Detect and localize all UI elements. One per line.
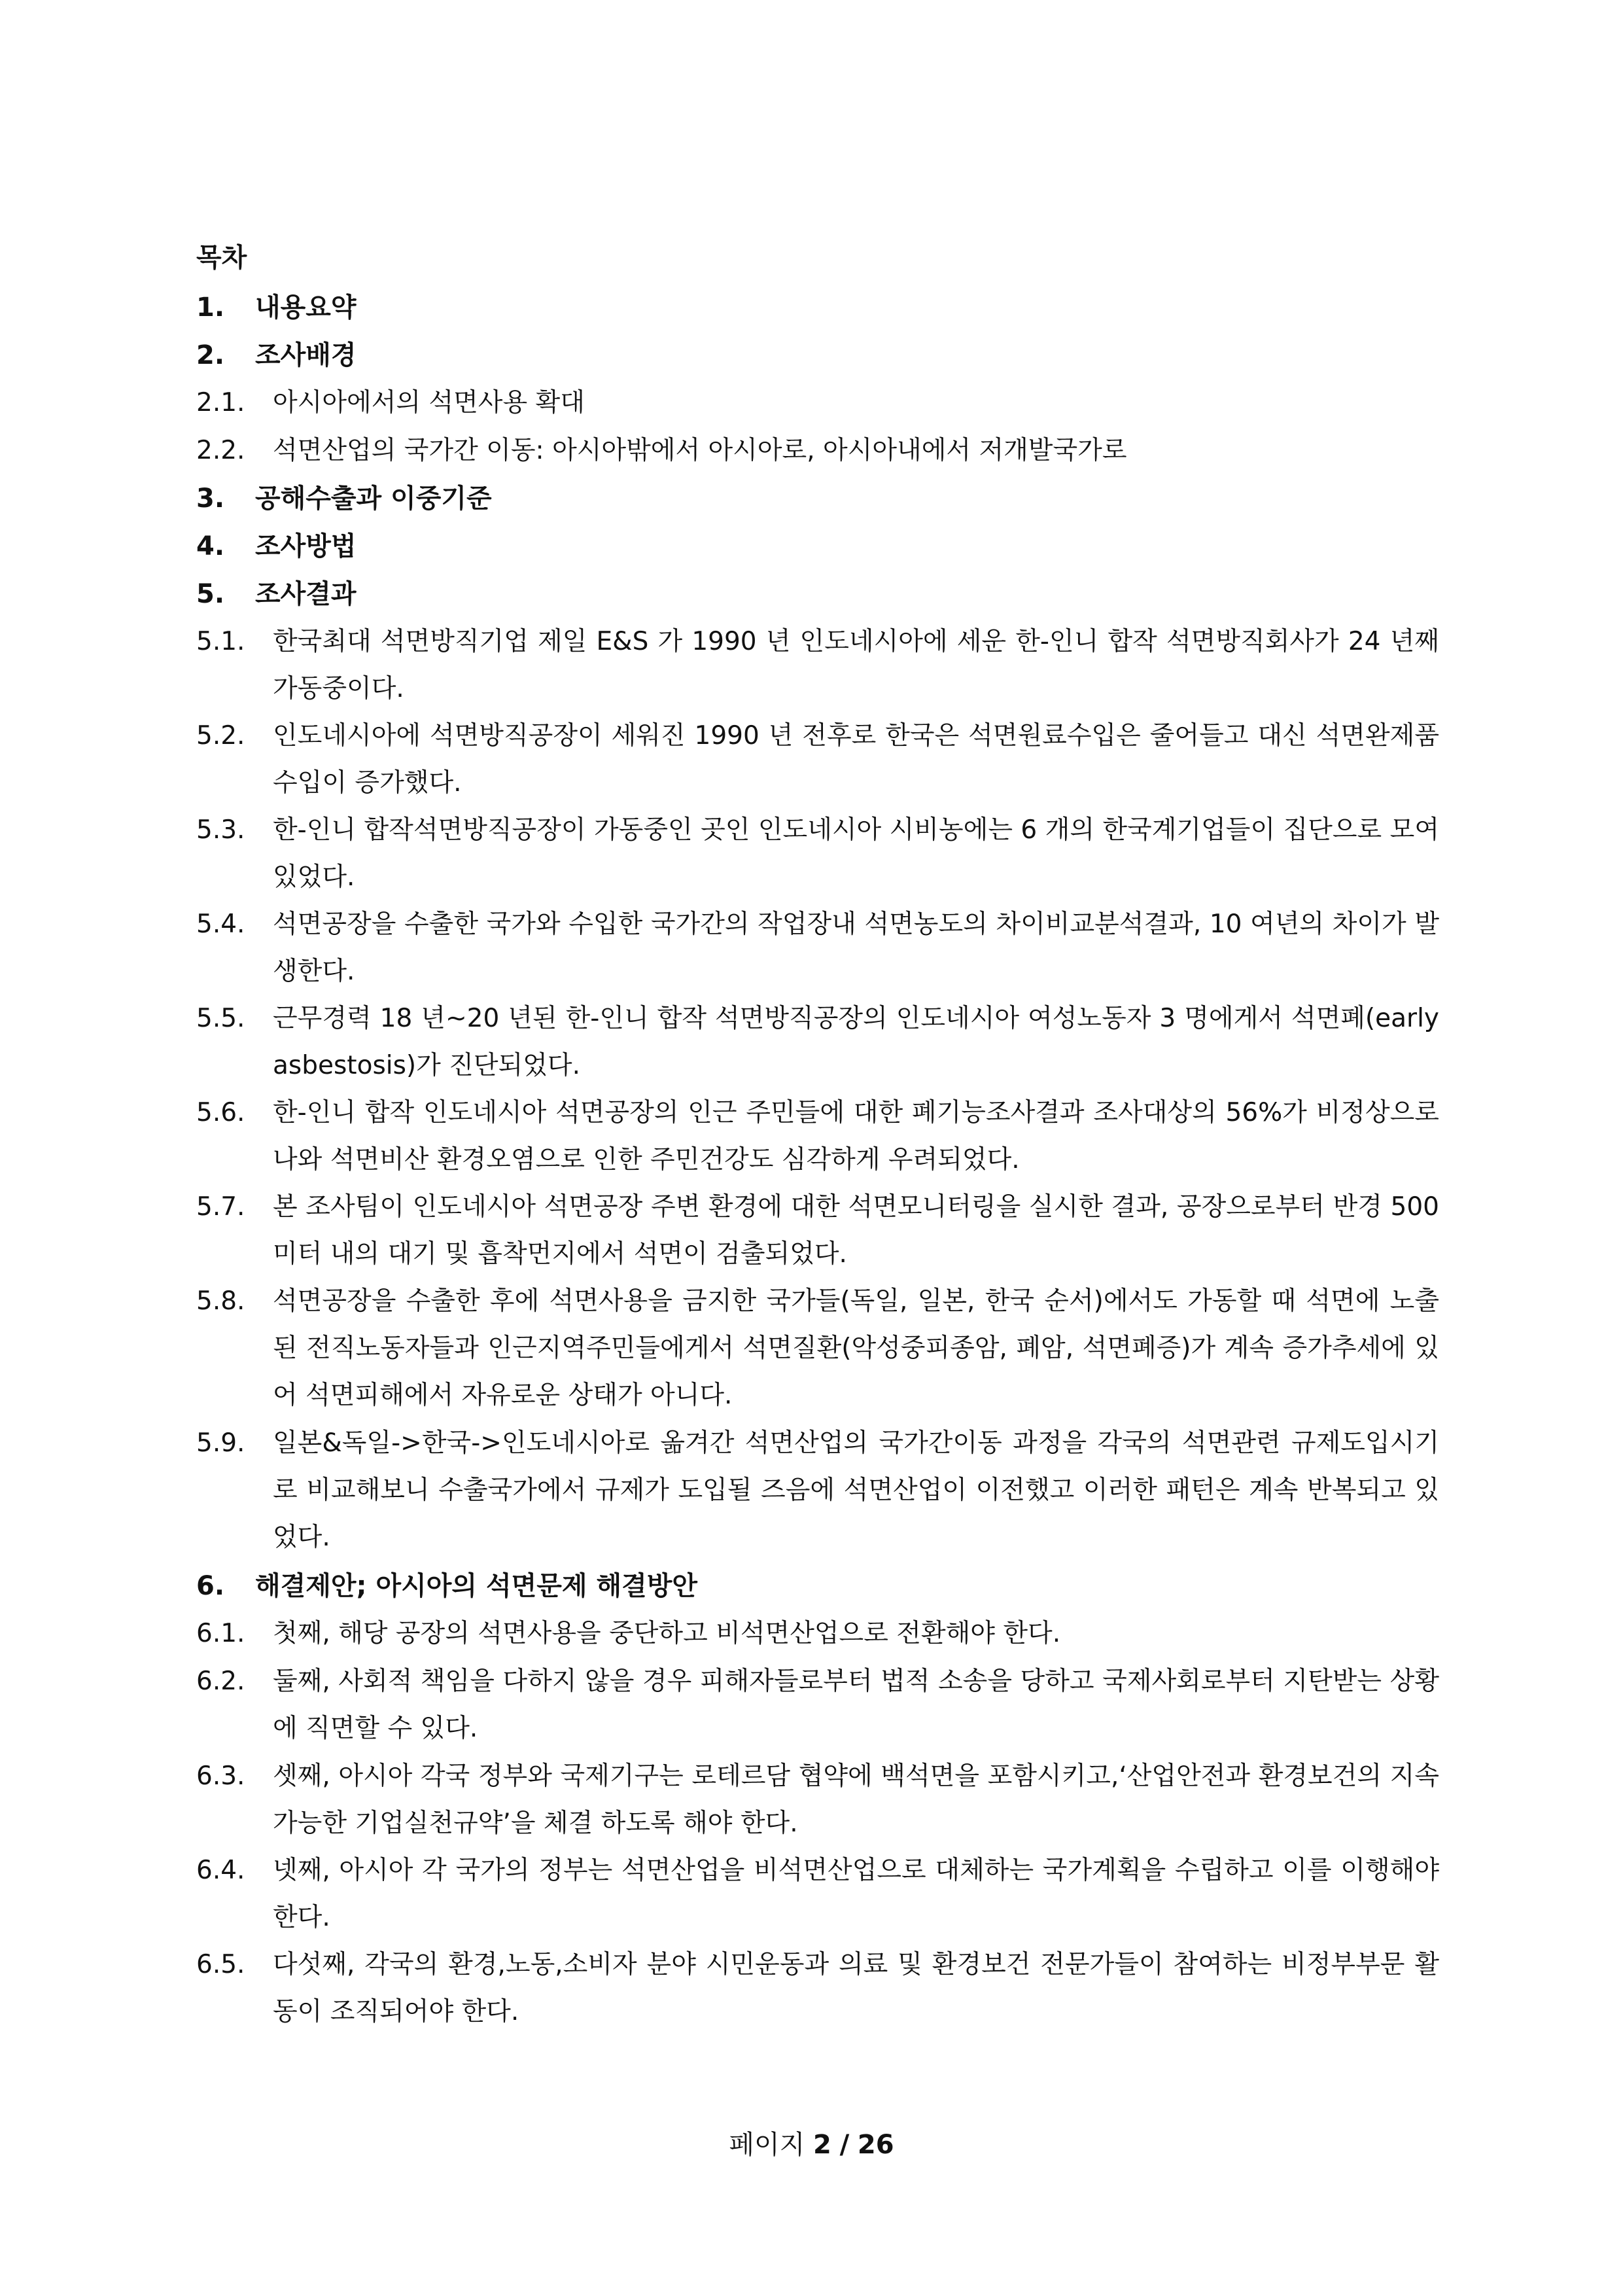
toc-entry-text: 셋째, 아시아 각국 정부와 국제기구는 로테르담 협약에 백석면을 포함시키고,‘산업안전과 환경보건의 지속가능한 기업실천규약’을 체결 하도록 해야 한다. [273, 1761, 1439, 1838]
toc-entry-number: 6.2. [196, 1667, 245, 1696]
toc-entry-text: 해결제안; 아시아의 석면문제 해결방안 [255, 1571, 698, 1601]
toc-entry-2-1 [196, 380, 1439, 427]
toc-entry-5-3 [196, 807, 1439, 901]
toc-entry-number: 5.6. [196, 1098, 245, 1127]
toc-entry-6-2 [196, 1658, 1439, 1752]
toc-entry-text: 첫째, 해당 공장의 석면사용을 중단하고 비석면산업으로 전환해야 한다. [273, 1619, 1061, 1648]
toc-entry-number: 4. [196, 531, 225, 561]
toc-entry-text: 조사배경 [255, 340, 357, 370]
toc-entry-number: 5.8. [196, 1286, 245, 1316]
toc-entry-text: 근무경력 18 년~20 년된 한-인니 합작 석면방직공장의 인도네시아 여성노동자 3 명에게서 석면폐(early asbestosis)가 진단되었다. [273, 1004, 1439, 1080]
toc-entry-text: 본 조사팀이 인도네시아 석면공장 주변 환경에 대한 석면모니터링을 실시한 결과, 공장으로부터 반경 500미터 내의 대기 및 흡착먼지에서 석면이 검출되었다. [273, 1192, 1439, 1269]
toc-entry-5-7 [196, 1184, 1439, 1278]
toc-entry-6-4 [196, 1847, 1439, 1941]
page-separator: / [839, 2130, 850, 2160]
toc-entry-6 [196, 1563, 1439, 1610]
toc-entry-text: 다섯째, 각국의 환경,노동,소비자 분야 시민운동과 의료 및 환경보건 전문가들이 참여하는 비정부부문 활동이 조직되어야 한다. [273, 1950, 1439, 2026]
toc-entry-1 [196, 284, 1439, 331]
toc-entry-5 [196, 571, 1439, 618]
toc-entry-number: 5.4. [196, 910, 245, 939]
toc-entry-number: 5. [196, 579, 225, 609]
toc-entry-text: 한-인니 합작석면방직공장이 가동중인 곳인 인도네시아 시비농에는 6 개의 한국계기업들이 집단으로 모여있었다. [273, 815, 1439, 892]
toc-entry-5-5 [196, 995, 1439, 1089]
toc-entry-5-2 [196, 713, 1439, 807]
toc-entry-text: 한국최대 석면방직기업 제일 E&S 가 1990 년 인도네시아에 세운 한-인니 합작 석면방직회사가 24 년째 가동중이다. [273, 627, 1439, 703]
toc-entry-number: 5.9. [196, 1428, 245, 1458]
toc-entry-6-3 [196, 1753, 1439, 1847]
toc-entry-5-9 [196, 1420, 1439, 1561]
toc-entry-text: 공해수출과 이중기준 [255, 484, 492, 514]
toc-entry-6-1 [196, 1610, 1439, 1657]
toc-entry-number: 6.1. [196, 1619, 245, 1648]
toc-entry-text: 넷째, 아시아 각 국가의 정부는 석면산업을 비석면산업으로 대체하는 국가계획을 수립하고 이를 이행해야 한다. [273, 1856, 1439, 1932]
toc-entry-number: 2. [196, 340, 225, 370]
toc-entry-number: 6. [196, 1571, 225, 1601]
toc-entry-text: 조사결과 [255, 579, 357, 609]
toc-entry-text: 석면산업의 국가간 이동: 아시아밖에서 아시아로, 아시아내에서 저개발국가로 [273, 436, 1127, 465]
toc-entry-4 [196, 523, 1439, 570]
toc-entry-3 [196, 475, 1439, 522]
page-total: 26 [857, 2130, 894, 2160]
toc-entry-5-8 [196, 1278, 1439, 1419]
toc-entry-text: 일본&독일->한국->인도네시아로 옮겨간 석면산업의 국가간이동 과정을 각국의 석면관련 규제도입시기로 비교해보니 수출국가에서 규제가 도입될 즈음에 석면산업이 이전했고 이러한 패턴은 계속 반복되고 있었다. [273, 1428, 1439, 1552]
toc-entry-5-6 [196, 1089, 1439, 1184]
toc-entry-number: 5.2. [196, 721, 245, 751]
toc-entry-text: 둘째, 사회적 책임을 다하지 않을 경우 피해자들로부터 법적 소송을 당하고 국제사회로부터 지탄받는 상황에 직면할 수 있다. [273, 1667, 1439, 1743]
toc-entry-5-1 [196, 618, 1439, 713]
toc-entry-number: 3. [196, 484, 225, 514]
toc-entry-text: 내용요약 [255, 292, 357, 323]
toc-entry-6-5 [196, 1941, 1439, 2036]
toc-entry-2-2 [196, 427, 1439, 474]
toc-title: 목차 [196, 243, 247, 273]
toc-entry-number: 5.7. [196, 1192, 245, 1222]
toc-entry-text: 석면공장을 수출한 국가와 수입한 국가간의 작업장내 석면농도의 차이비교분석결과, 10 여년의 차이가 발생한다. [273, 910, 1439, 986]
toc-entry-number: 5.1. [196, 627, 245, 656]
toc-entry-text: 아시아에서의 석면사용 확대 [273, 388, 585, 417]
toc-entry-number: 1. [196, 292, 225, 323]
toc-entry-5-4 [196, 901, 1439, 995]
page-label: 페이지 [729, 2130, 805, 2160]
toc-entry-number: 5.3. [196, 815, 245, 845]
page-current: 2 [813, 2130, 831, 2160]
toc-entry-number: 6.3. [196, 1761, 245, 1791]
toc-entry-2 [196, 332, 1439, 379]
toc-entry-text: 석면공장을 수출한 후에 석면사용을 금지한 국가들(독일, 일본, 한국 순서)에서도 가동할 때 석면에 노출된 전직노동자들과 인근지역주민들에게서 석면질환(악성중피종암, 폐암, 석면폐증)가 계속 증가추세에 있어 석면피해에서 자유로운 상태가 아니다. [273, 1286, 1439, 1410]
toc-entry-number: 6.5. [196, 1950, 245, 1979]
toc-entry-text: 한-인니 합작 인도네시아 석면공장의 인근 주민들에 대한 폐기능조사결과 조사대상의 56%가 비정상으로 나와 석면비산 환경오염으로 인한 주민건강도 심각하게 우려되었다. [273, 1098, 1439, 1174]
page-footer [0, 2127, 1623, 2163]
toc-entry-number: 5.5. [196, 1004, 245, 1033]
toc-entry-number: 6.4. [196, 1856, 245, 1885]
toc-entry-text: 인도네시아에 석면방직공장이 세워진 1990 년 전후로 한국은 석면원료수입은 줄어들고 대신 석면완제품 수입이 증가했다. [273, 721, 1439, 798]
toc-entry-number: 2.2. [196, 436, 245, 465]
toc-entry-number: 2.1. [196, 388, 245, 417]
toc-entry-text: 조사방법 [255, 531, 357, 561]
